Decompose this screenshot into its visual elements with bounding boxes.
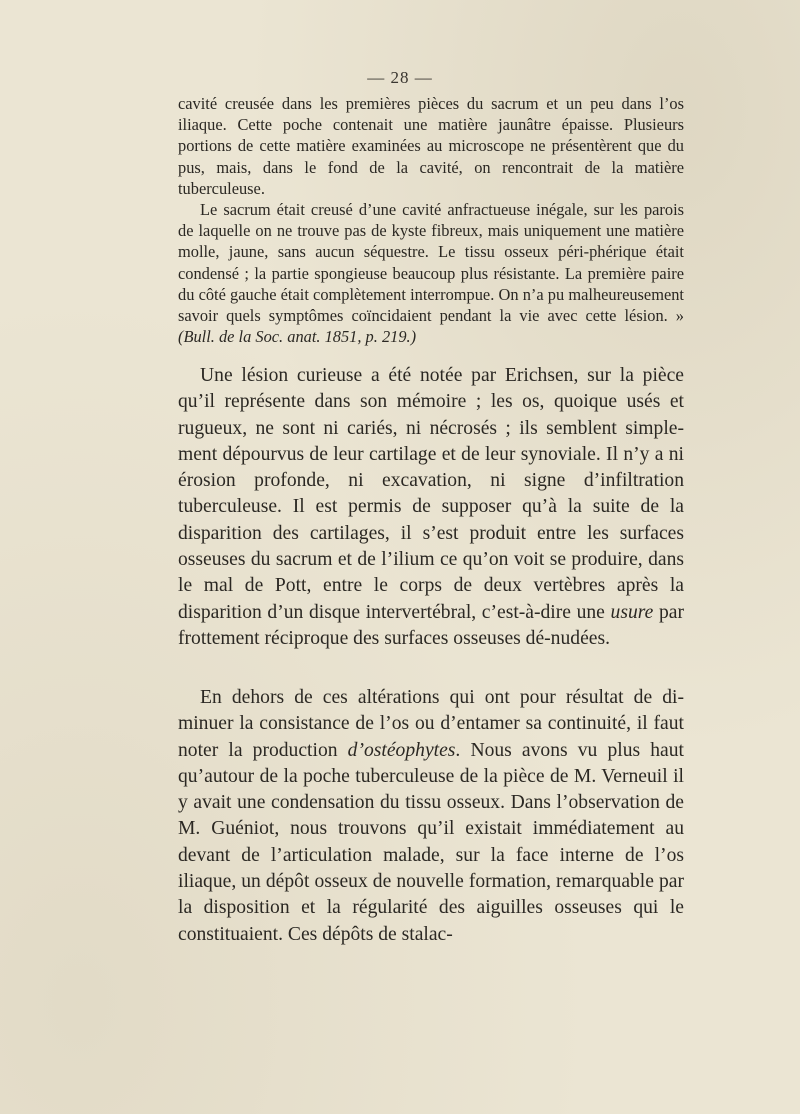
paragraph-osteophytes-text: En dehors de ces altérations qui ont pour résultat de di-minuer la consistance de l’os ou d’entamer sa continuité, il faut noter la production: [178, 687, 684, 761]
quote-paragraph-2-text: Le sacrum était creusé d’une cavité anfractueuse inégale, sur les parois de laquelle on ne trouve pas de kyste fibreux, mais uniquement une matière molle, jaune, sans aucun séquestre. Le tissu osseux péri-phérique était condensé ; la partie spongieuse beaucoup plus résistante. La première paire du côté gauche était complètement interrompue. On n’a pu malheureusement savoir quels symptômes coïncidaient pendant la vie avec cette lésion. »: [178, 200, 684, 326]
quoted-observation: [178, 93, 684, 347]
page-number: — 28 —: [367, 68, 433, 87]
citation: (Bull. de la Soc. anat. 1851, p. 219.): [178, 327, 417, 347]
emphasis-usure: usure: [610, 601, 654, 623]
paragraph-osteophytes: [178, 685, 684, 948]
quote-paragraph-1: cavité creusée dans les premières pièces du sacrum et un peu dans l’os iliaque. Cette poche contenait une matière jaunâtre épaisse. Plusieurs portions de cette matière examinées au microscope ne présentèrent que du pus, mais, dans le fond de la cavité, on rencontrait de la matière tuberculeuse.: [178, 94, 684, 198]
emphasis-osteophytes: d’ostéophytes: [347, 739, 456, 761]
paragraph-erichsen-text-end: par frottement réciproque des surfaces osseuses dé-nudées.: [178, 601, 684, 649]
paragraph-osteophytes-text-end: . Nous avons vu plus haut qu’autour de la poche tuberculeuse de la pièce de M. Verneuil il y avait une condensation du tissu osseux. Dans l’observation de M. Guéniot, nous trouvons qu’il existait immédiatement au devant de l’articulation malade, sur la face interne de l’os iliaque, un dépôt osseux de nouvelle formation, remarquable par la disposition et la régularité des aiguilles osseuses qui le constituaient. Ces dépôts de stalac-: [178, 739, 684, 945]
paragraph-erichsen-text: Une lésion curieuse a été notée par Erichsen, sur la pièce qu’il représente dans son mémoire ; les os, quoique usés et rugueux, ne sont ni cariés, ni nécrosés ; ils semblent simple-ment dépourvus de leur cartilage et de leur synoviale. Il n’y a ni érosion profonde, ni excavation, ni signe d’infiltration tuberculeuse. Il est permis de supposer qu’à la suite de la disparition des cartilages, il s’est produit entre les surfaces osseuses du sacrum et de l’ilium ce qu’on voit se produire, dans le mal de Pott, entre le corps de deux vertèbres après la disparition d’un disque intervertébral, c’est-à-dire une: [178, 365, 684, 623]
paragraph-erichsen: [178, 363, 684, 652]
quote-paragraph-2: [178, 199, 684, 347]
